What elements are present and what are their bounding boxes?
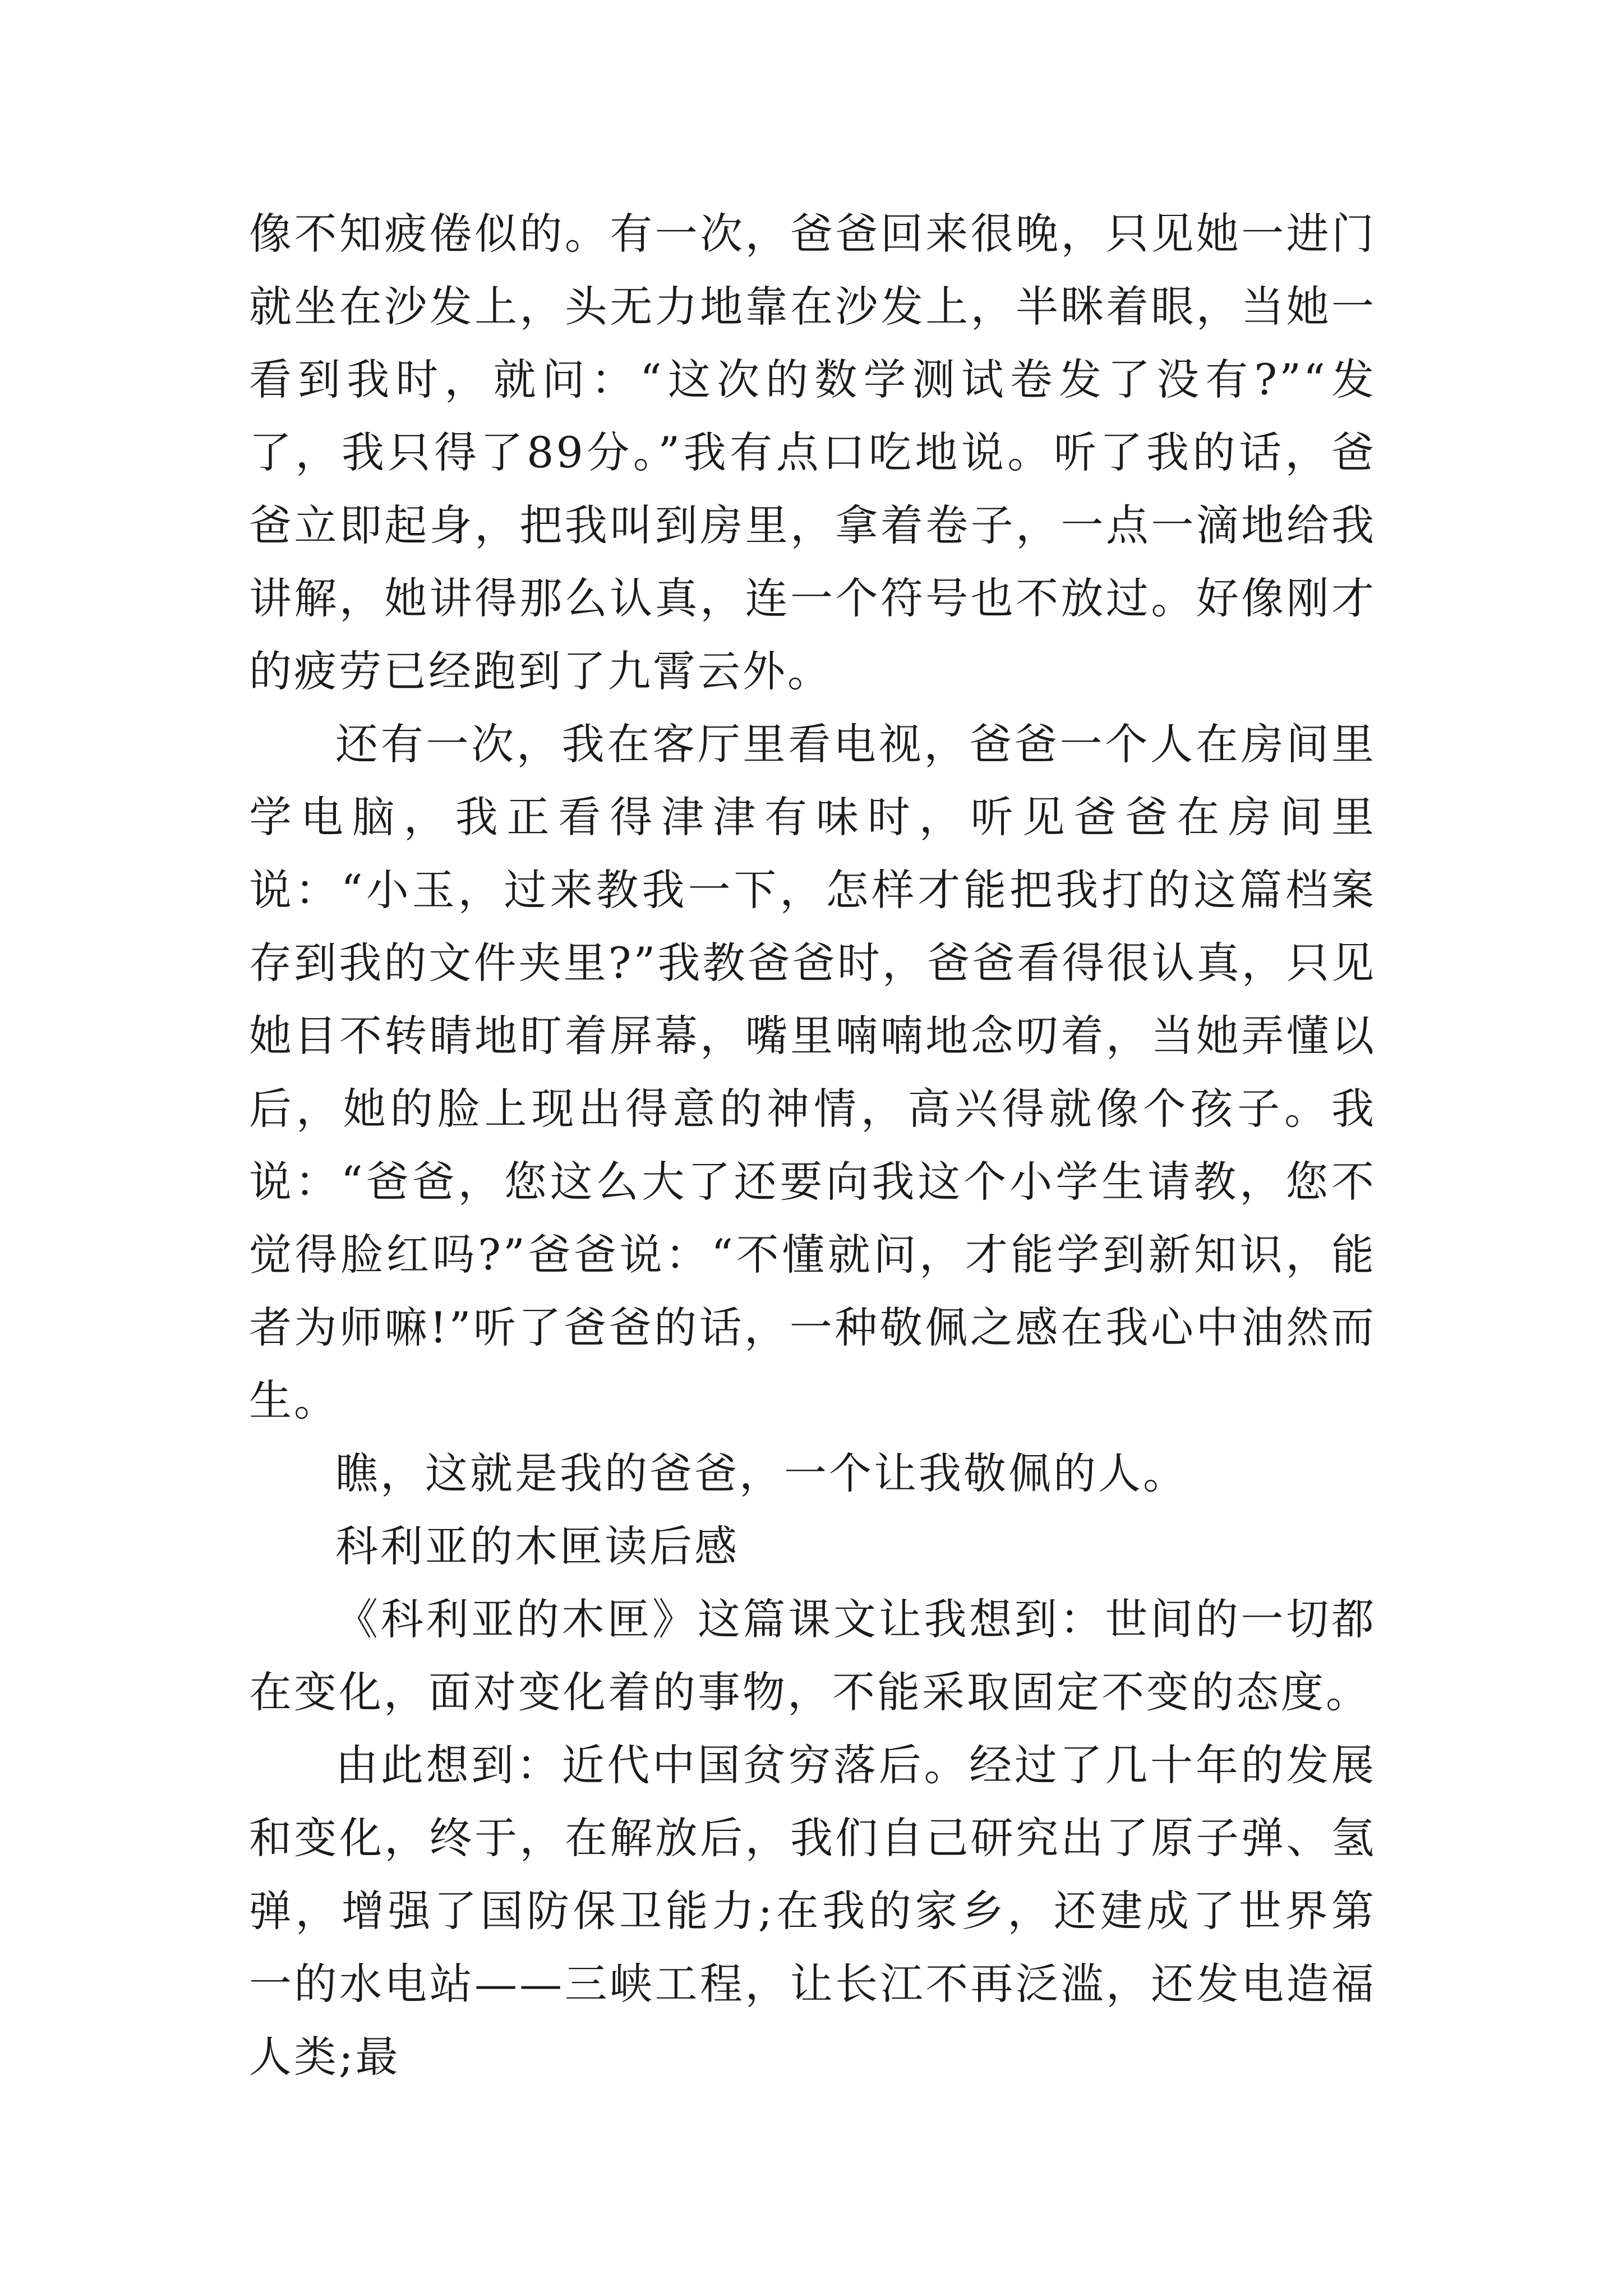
section-title: 科利亚的木匣读后感: [335, 1521, 739, 1571]
paragraph-conclusion: 瞧，这就是我的爸爸，一个让我敬佩的人。: [335, 1448, 1188, 1498]
paragraph-father-computer: 还有一次，我在客厅里看电视，爸爸一个人在房间里学电脑，我正看得津津有味时，听见爸爸在房间里说：“小玉，过来教我一下，怎样才能把我打的这篇档案存到我的文件夹里?”我教爸爸时，爸爸看得很认真，只见她目不转睛地盯着屏幕，嘴里喃喃地念叨着，当她弄懂以后，她的脸上现出得意的神情，高兴得就像个孩子。我说：“爸爸，您这么大了还要向我这个小学生请教，您不觉得脸红吗?”爸爸说：“不懂就问，才能学到新知识，能者为师嘛!”听了爸爸的话，一种敬佩之感在我心中油然而生。: [249, 719, 1376, 1425]
document-body: [249, 197, 1376, 2093]
paragraph-father-tired: 像不知疲倦似的。有一次，爸爸回来很晚，只见她一进门就坐在沙发上，头无力地靠在沙发上，半眯着眼，当她一看到我时，就问：“这次的数学测试卷发了没有?”“发了，我只得了89分。”我有点口吃地说。听了我的话，爸爸立即起身，把我叫到房里，拿着卷子，一点一滴地给我讲解，她讲得那么认真，连一个符号也不放过。好像刚才的疲劳已经跑到了九霄云外。: [249, 209, 1376, 696]
paragraph-china-development: 由此想到：近代中国贫穷落后。经过了几十年的发展和变化，终于，在解放后，我们自己研究出了原子弹、氢弹，增强了国防保卫能力;在我的家乡，还建成了世界第一的水电站——三峡工程，让长江不再泛滥，还发电造福人类;最: [249, 1740, 1376, 2082]
paragraph-book-intro: 《科利亚的木匣》这篇课文让我想到：世间的一切都在变化，面对变化着的事物，不能采取固定不变的态度。: [249, 1594, 1376, 1717]
